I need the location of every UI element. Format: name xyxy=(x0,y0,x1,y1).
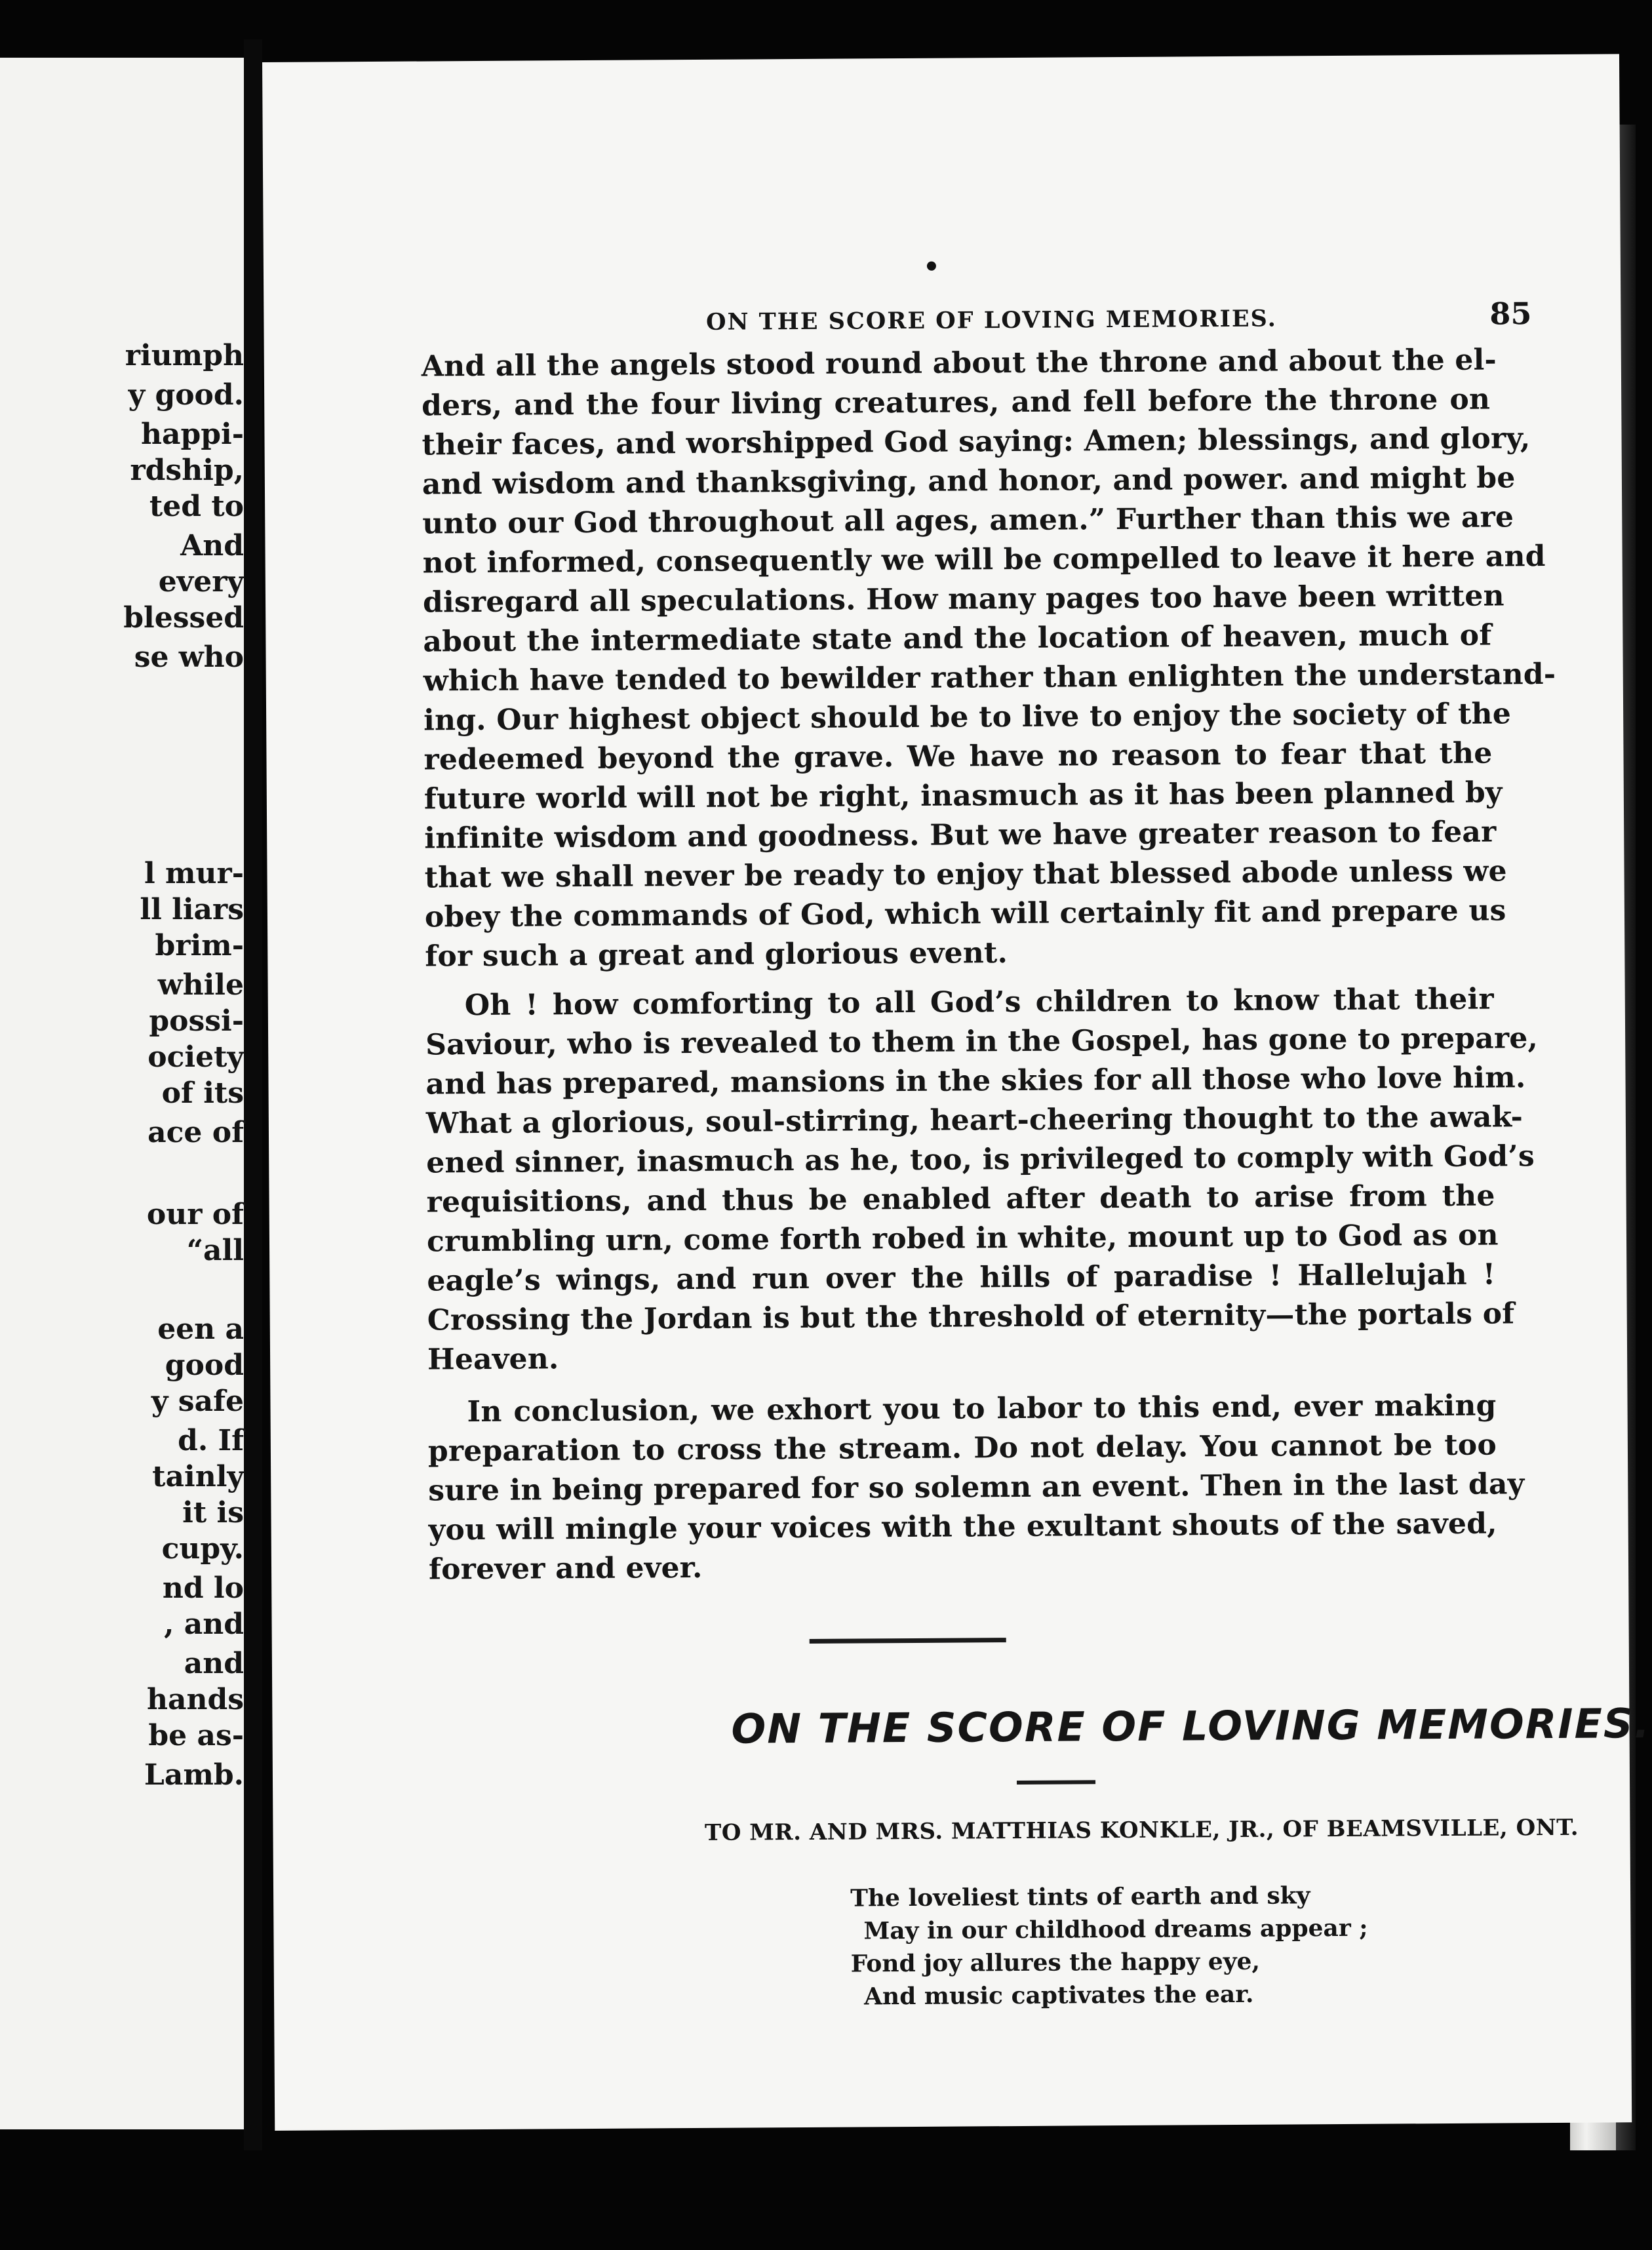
left-fragment: it is xyxy=(182,1496,244,1530)
body-line: not informed, consequently we will be compelled to leave it here and xyxy=(422,540,1546,580)
body-line: In conclusion, we exhort you to labor to this end, ever making xyxy=(467,1389,1497,1429)
body-line: Oh ! how comforting to all God’s children to know that their xyxy=(464,982,1494,1023)
left-fragment: riumph xyxy=(125,339,244,372)
left-fragment: y safe xyxy=(151,1385,244,1418)
left-fragment: rdship, xyxy=(130,454,244,487)
left-fragment: Lamb. xyxy=(144,1758,244,1792)
body-line: obey the commands of God, which will certainly fit and prepare us xyxy=(424,894,1506,934)
body-line: their faces, and worshipped God saying: Amen; blessings, and glory, xyxy=(422,422,1531,462)
left-fragment: tainly xyxy=(152,1460,244,1493)
left-fragment: d. If xyxy=(178,1424,244,1457)
body-line: crumbling urn, come forth robed in white, mount up to God as on xyxy=(426,1218,1499,1259)
left-fragment: , and xyxy=(164,1608,244,1641)
poem-line: Fond joy allures the happy eye, xyxy=(850,1947,1261,1978)
left-fragment: possi- xyxy=(149,1004,244,1038)
section-rule xyxy=(810,1638,1006,1644)
body-line: ing. Our highest object should be to live to enjoy the society of the xyxy=(423,697,1512,738)
left-fragment: and xyxy=(184,1647,244,1680)
left-fragment: y good. xyxy=(128,378,244,412)
left-page-text xyxy=(0,58,244,2129)
body-line: future world will not be right, inasmuch as it has been planned by xyxy=(423,776,1503,816)
body-line-last: Heaven. xyxy=(427,1342,559,1377)
body-line: unto our God throughout all ages, amen.” Further than this we are xyxy=(422,500,1514,541)
body-line: infinite wisdom and goodness. But we have greater reason to fear xyxy=(424,815,1497,856)
page-number: 85 xyxy=(1489,296,1532,332)
body-line: which have tended to bewilder rather than enlighten the understand- xyxy=(423,657,1556,698)
right-page xyxy=(262,54,1651,2131)
body-line: you will mingle your voices with the exultant shouts of the saved, xyxy=(428,1507,1497,1547)
body-line: ders, and the four living creatures, and fell before the throne on xyxy=(422,382,1491,423)
left-fragment: ll liars xyxy=(140,893,244,926)
left-fragment: be as- xyxy=(148,1719,244,1752)
dedication: TO MR. AND MRS. MATTHIAS KONKLE, JR., OF BEAMSVILLE, ONT. xyxy=(704,1814,1579,1846)
left-fragment: ociety xyxy=(148,1040,244,1074)
body-line: Saviour, who is revealed to them in the Gospel, has gone to prepare, xyxy=(425,1021,1539,1062)
body-line: eagle’s wings, and run over the hills of paradise ! Hallelujah ! xyxy=(427,1257,1496,1298)
body-line: redeemed beyond the grave. We have no reason to fear that the xyxy=(423,736,1493,777)
running-head: ON THE SCORE OF LOVING MEMORIES. xyxy=(705,305,1277,336)
ink-dot xyxy=(927,262,936,271)
body-line: preparation to cross the stream. Do not delay. You cannot be too xyxy=(427,1428,1497,1469)
body-line: and wisdom and thanksgiving, and honor, and power. and might be xyxy=(422,461,1516,502)
poem-line: May in our childhood dreams appear ; xyxy=(863,1914,1368,1945)
title-underline xyxy=(1017,1780,1095,1785)
left-fragment: ted to xyxy=(149,490,244,523)
body-line-last: for such a great and glorious event. xyxy=(425,936,1008,974)
left-fragment: se who xyxy=(134,641,244,674)
body-line: ened sinner, inasmuch as he, too, is privileged to comply with God’s xyxy=(426,1139,1535,1180)
left-fragment: een a xyxy=(157,1312,244,1346)
left-fragment: nd lo xyxy=(162,1571,244,1605)
left-fragment: blessed xyxy=(123,601,244,635)
left-fragment: happi- xyxy=(140,418,244,451)
left-fragment: hands xyxy=(146,1683,244,1716)
body-line: Crossing the Jordan is but the threshold of eternity—the portals of xyxy=(427,1297,1515,1337)
left-fragment: good xyxy=(165,1349,244,1382)
body-line: and has prepared, mansions in the skies for all those who love him. xyxy=(425,1061,1526,1101)
book-gutter xyxy=(244,39,262,2150)
left-fragment: “all xyxy=(186,1234,244,1267)
poem-line: The loveliest tints of earth and sky xyxy=(850,1882,1310,1912)
body-line-last: forever and ever. xyxy=(428,1550,703,1587)
body-line: What a glorious, soul-stirring, heart-cheering thought to the awak- xyxy=(425,1100,1524,1141)
left-fragment: our of xyxy=(146,1198,244,1231)
left-fragment: ace of xyxy=(148,1116,244,1149)
body-line: that we shall never be ready to enjoy that blessed abode unless we xyxy=(424,854,1507,895)
left-fragment: cupy. xyxy=(161,1532,244,1566)
body-line: disregard all speculations. How many pages too have been written xyxy=(422,579,1504,620)
poem-line: And music captivates the ear. xyxy=(863,1980,1254,2011)
body-line: sure in being prepared for so solemn an event. Then in the last day xyxy=(428,1467,1525,1508)
left-fragment: l mur- xyxy=(144,857,244,890)
left-fragment: every xyxy=(158,565,244,599)
body-line: And all the angels stood round about the throne and about the el- xyxy=(421,343,1497,384)
left-fragment: And xyxy=(180,529,244,562)
left-fragment: while xyxy=(157,968,244,1002)
section-title: ON THE SCORE OF LOVING MEMORIES. xyxy=(731,1699,1651,1753)
left-fragment: brim- xyxy=(155,929,244,962)
left-fragment: of its xyxy=(161,1076,244,1110)
body-line: about the intermediate state and the location of heaven, much of xyxy=(423,618,1492,659)
body-line: requisitions, and thus be enabled after death to arise from the xyxy=(426,1179,1495,1219)
